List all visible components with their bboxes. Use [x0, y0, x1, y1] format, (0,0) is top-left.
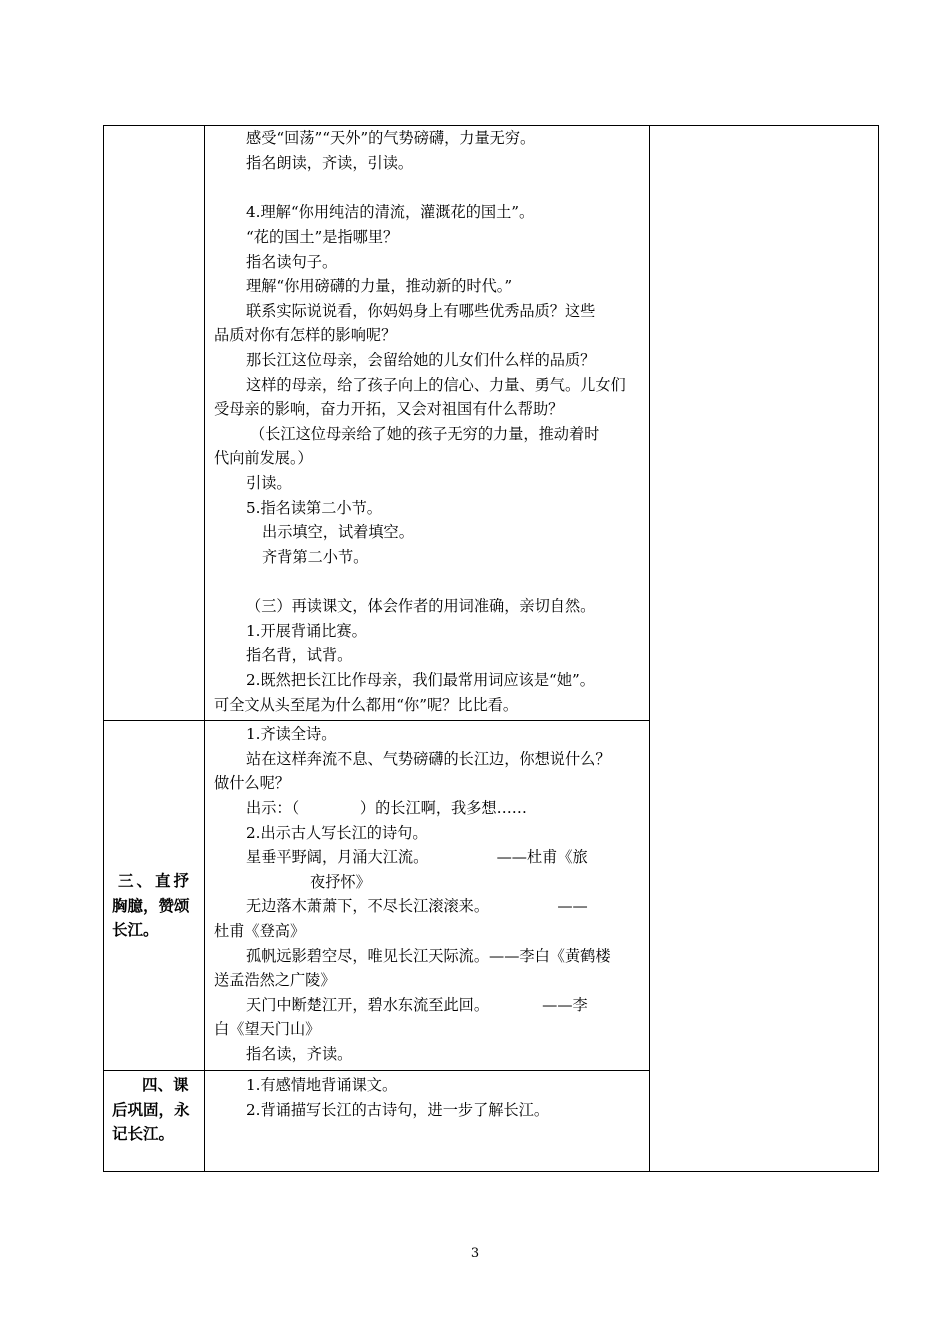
- text-line: 1.齐读全诗。: [246, 725, 337, 743]
- text-line: 白《望天门山》: [214, 1020, 321, 1038]
- text-line: 可全文从头至尾为什么都用“你”呢？比比看。: [214, 696, 519, 714]
- text-line: 指名朗读，齐读，引读。: [246, 154, 414, 172]
- label-line: 胸臆，赞颂: [112, 896, 190, 915]
- row-divider-1: [103, 720, 649, 721]
- label-line: 后巩固，永: [112, 1100, 190, 1119]
- text-line: 指名读句子。: [246, 253, 338, 271]
- column-divider-2: [649, 125, 650, 1172]
- text-line: 1.开展背诵比赛。: [246, 622, 367, 640]
- text-line: 品质对你有怎样的影响呢？: [214, 326, 397, 344]
- text-line: 1.有感情地背诵课文。: [246, 1076, 398, 1094]
- text-line: 指名读，齐读。: [246, 1045, 353, 1063]
- text-line: 夜抒怀》: [310, 873, 371, 891]
- text-line: 5.指名读第二小节。: [246, 499, 382, 517]
- text-line: 出示：（ ）的长江啊，我多想……: [246, 799, 527, 817]
- text-line: 代向前发展。）: [214, 449, 313, 467]
- row-divider-2: [103, 1070, 649, 1071]
- text-line: 理解“你用磅礴的力量，推动新的时代。”: [246, 277, 513, 295]
- label-line: 三、直抒: [118, 871, 193, 890]
- table-bottom-border: [103, 1171, 879, 1172]
- text-line: 送孟浩然之广陵》: [214, 971, 336, 989]
- text-line: 那长江这位母亲，会留给她的儿女们什么样的品质？: [246, 351, 596, 369]
- text-line: 站在这样奔流不息、气势磅礴的长江边，你想说什么？: [246, 750, 611, 768]
- text-line: 星垂平野阔，月涌大江流。 ——杜甫《旅: [246, 848, 588, 866]
- text-line: 2.既然把长江比作母亲，我们最常用词应该是“她”。: [246, 671, 595, 689]
- text-line: 齐背第二小节。: [262, 548, 369, 566]
- text-line: 无边落木萧萧下，不尽长江滚滚来。 ——: [246, 897, 588, 915]
- text-line: 感受“回荡”“天外”的气势磅礴，力量无穷。: [246, 129, 536, 147]
- column-divider-1: [204, 125, 205, 1172]
- text-line: 天门中断楚江开，碧水东流至此回。 ——李: [246, 996, 588, 1014]
- label-line: 记长江。: [112, 1124, 175, 1143]
- text-line: 联系实际说说看，你妈妈身上有哪些优秀品质？这些: [246, 302, 596, 320]
- text-line: “花的国土”是指哪里？: [246, 228, 399, 246]
- text-line: 引读。: [246, 474, 292, 492]
- table-left-border: [103, 125, 104, 1172]
- text-line: 受母亲的影响，奋力开拓，又会对祖国有什么帮助？: [214, 400, 564, 418]
- table-right-border: [878, 125, 879, 1172]
- text-line: 指名背，试背。: [246, 646, 353, 664]
- text-line: 2.出示古人写长江的诗句。: [246, 824, 428, 842]
- text-line: 2.背诵描写长江的古诗句，进一步了解长江。: [246, 1101, 550, 1119]
- page-number: 3: [470, 1246, 480, 1261]
- text-line: 出示填空，试着填空。: [262, 523, 414, 541]
- text-line: 4.理解“你用纯洁的清流，灌溉花的国土”。: [246, 203, 535, 221]
- text-line: 做什么呢？: [214, 774, 290, 792]
- label-line: 四、课: [142, 1075, 189, 1094]
- label-line: 长江。: [112, 920, 159, 939]
- text-line: （三）再读课文，体会作者的用词准确，亲切自然。: [246, 597, 596, 615]
- text-line: 杜甫《登高》: [214, 922, 306, 940]
- text-line: （长江这位母亲给了她的孩子无穷的力量，推动着时: [250, 425, 600, 443]
- text-line: 孤帆远影碧空尽，唯见长江天际流。——李白《黄鹤楼: [246, 947, 611, 965]
- text-line: 这样的母亲，给了孩子向上的信心、力量、勇气。儿女们: [246, 376, 626, 394]
